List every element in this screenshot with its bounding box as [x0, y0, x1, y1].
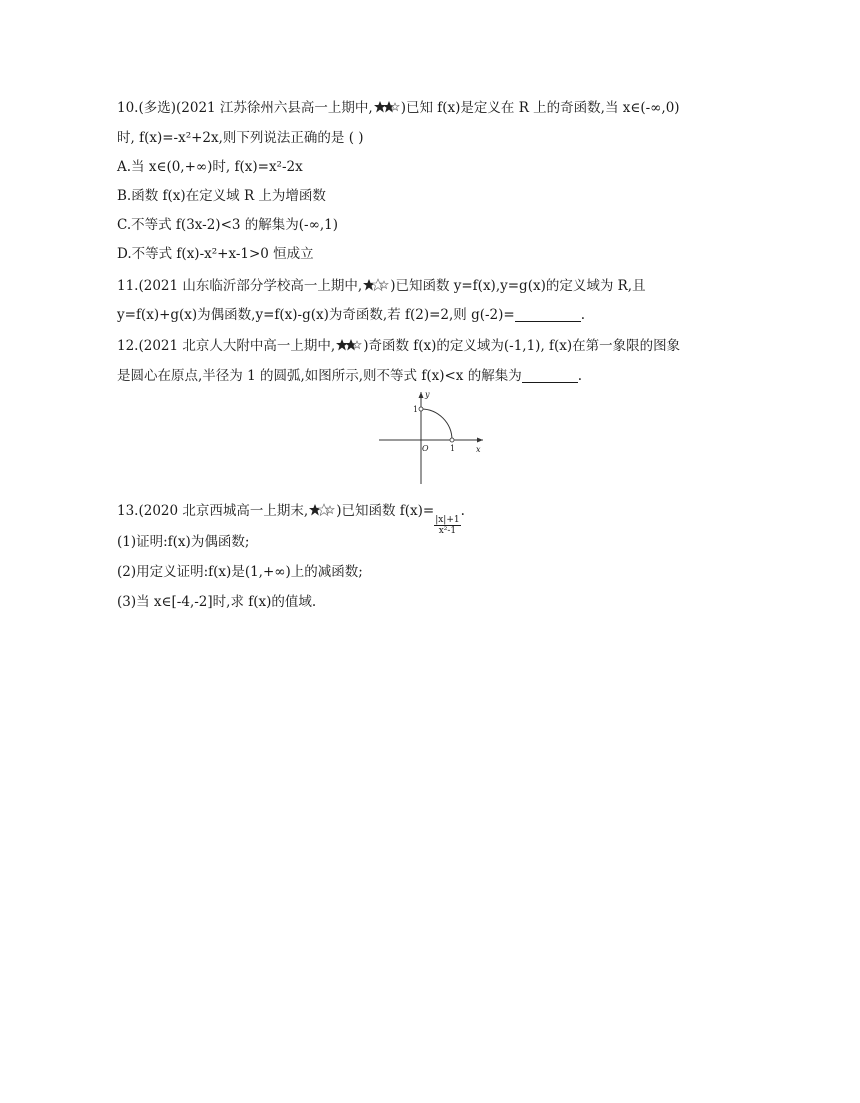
q12-stem: )奇函数 f(x)的定义域为(-1,1), f(x)在第一象限的图象: [363, 338, 681, 354]
open-endpoint-right: [450, 438, 454, 442]
x-axis-label: x: [476, 445, 481, 454]
difficulty-stars-icon: [336, 338, 362, 358]
q11-line1: [117, 276, 646, 298]
q10-source: 10.(多选)(2021 江苏徐州六县高一上期中,: [117, 100, 373, 116]
q10-option-b: B.函数 f(x)在定义域 R 上为增函数: [117, 188, 326, 204]
q10-line1: [117, 98, 680, 120]
difficulty-stars-icon: [363, 278, 389, 298]
q13-line1: 13.(2020 北京西城高一上期末, )已知函数 f(x)= $\frac{|x|+1}{\text{x²-1}}$ .: [117, 503, 465, 536]
answer-blank: [522, 368, 578, 383]
q13-part2: (2)用定义证明:f(x)是(1,+∞)上的减函数;: [117, 564, 363, 580]
q12-source: 12.(2021 北京人大附中高一上期中,: [117, 338, 336, 354]
x-tick-label: 1: [450, 444, 456, 453]
quarter-arc: [421, 409, 452, 440]
q12-line2: 是圆心在原点,半径为 1 的圆弧,如图所示,则不等式 f(x)<x 的解集为 .: [117, 368, 582, 384]
q11-line2: y=f(x)+g(x)为偶函数,y=f(x)-g(x)为奇函数,若 f(2)=2,则 g(-2)= .: [117, 307, 586, 323]
q10-option-c: C.不等式 f(3x-2)<3 的解集为(-∞,1): [117, 217, 338, 233]
q12-graph: [375, 388, 487, 484]
q11-stem: )已知函数 y=f(x),y=g(x)的定义域为 R,且: [390, 278, 646, 294]
q10-stem: )已知 f(x)是定义在 R 上的奇函数,当 x∈(-∞,0): [400, 100, 680, 116]
q10-option-d: D.不等式 f(x)-x²+x-1>0 恒成立: [117, 246, 314, 262]
q10-line2: 时, f(x)=-x²+2x,则下列说法正确的是 ( ): [117, 130, 364, 146]
q11-source: 11.(2021 山东临沂部分学校高一上期中,: [117, 278, 363, 294]
y-tick-label: 1: [413, 405, 419, 414]
open-endpoint-top: [419, 407, 423, 411]
y-axis-arrow: [419, 392, 424, 398]
x-axis-arrow: [477, 438, 483, 443]
difficulty-stars-icon: [374, 100, 400, 120]
origin-label: O: [422, 444, 429, 453]
q13-part1: (1)证明:f(x)为偶函数;: [117, 534, 250, 550]
q12-line1: [117, 336, 680, 358]
fraction-denominator: x²-1: [438, 526, 457, 536]
fraction: [434, 515, 460, 536]
difficulty-stars-icon: [309, 503, 335, 523]
q13-part3: (3)当 x∈[-4,-2]时,求 f(x)的值域.: [117, 594, 317, 610]
q13-source: 13.(2020 北京西城高一上期末,: [117, 503, 309, 519]
answer-blank: [515, 307, 581, 322]
q10-option-a: A.当 x∈(0,+∞)时, f(x)=x²-2x: [117, 159, 303, 175]
fraction-numerator: |x|+1: [435, 515, 460, 525]
y-axis-label: y: [425, 390, 430, 399]
q13-stem: )已知函数 f(x)=: [336, 503, 435, 519]
